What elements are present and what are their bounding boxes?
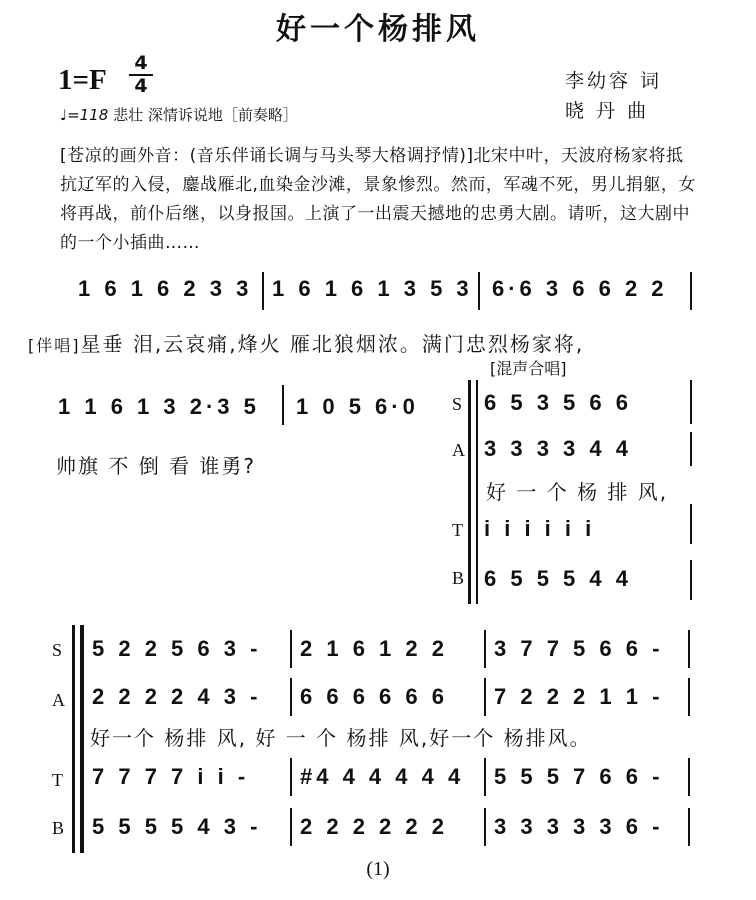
lyricist-credit: 李幼容 词: [565, 70, 663, 92]
part-label-t: T: [452, 520, 463, 540]
barline: [688, 630, 690, 668]
part-label-s: S: [52, 640, 63, 660]
barline: [478, 272, 480, 310]
barline: [290, 808, 292, 846]
time-signature: [126, 53, 156, 97]
key-signature: 1=F: [58, 64, 107, 96]
choir-tenor-notes: i i i i i i: [484, 516, 596, 541]
barline: [262, 272, 264, 310]
b-bar3-notes: 3 3 3 3 3 6 -: [494, 814, 664, 839]
row2-lyrics: 帅旗 不 倒 看 谁勇?: [56, 454, 257, 478]
tempo-line: [60, 104, 298, 125]
part-label-a: A: [52, 690, 65, 710]
choir-soprano-notes: 6 5 3 5 6 6: [484, 390, 632, 415]
choir-bracket: [468, 380, 471, 604]
part-label-s: S: [452, 394, 463, 414]
row1-lyrics: [28, 328, 584, 357]
barline: [290, 678, 292, 716]
row1-bar1-notes: 1 6 1 6 2 3 3: [78, 276, 253, 301]
choir-bass-notes: 6 5 5 5 4 4: [484, 566, 632, 591]
b-bar2-notes: 2 2 2 2 2 2: [300, 814, 448, 839]
t-bar2-notes: #4 4 4 4 4 4: [300, 764, 465, 789]
part-label-b: B: [52, 818, 65, 838]
s-bar2-notes: 2 1 6 1 2 2: [300, 636, 448, 661]
t-bar3-notes: 5 5 5 7 6 6 -: [494, 764, 664, 789]
tempo-mark: ♩=118: [60, 106, 109, 124]
s-bar3-notes: 3 7 7 5 6 6 -: [494, 636, 664, 661]
barline: [690, 272, 692, 310]
a-bar1-notes: 2 2 2 2 4 3 -: [92, 684, 262, 709]
accompany-label: [伴唱]: [28, 336, 81, 355]
barline: [690, 504, 692, 544]
barline: [688, 758, 690, 796]
meter-top: 4: [134, 52, 148, 74]
part-label-b: B: [452, 568, 465, 588]
row2-bar2-notes: 1 0 5 6·0: [296, 394, 419, 419]
b-bar1-notes: 5 5 5 5 4 3 -: [92, 814, 262, 839]
meter-bottom: 4: [134, 75, 148, 97]
part-label-t: T: [52, 770, 63, 790]
system3-lyrics: 好一个 杨排 风, 好 一 个 杨排 风,好一个 杨排风。: [90, 726, 592, 750]
part-label-a: A: [452, 440, 465, 460]
s-bar1-notes: 5 2 2 5 6 3 -: [92, 636, 262, 661]
intro-narration: [苍凉的画外音：(音乐伴诵长调与马头琴大格调抒情)]北宋中叶，天波府杨家将抵抗辽军的入侵，鏖战雁北,血染金沙滩，景象惨烈。然而，军魂不死，男儿捐躯，女将再战，前仆后继，以身报国。上演了一出震天撼地的忠勇大剧。请听，这大剧中的一个小插曲……: [60, 146, 696, 253]
row2-bar1-notes: 1 1 6 1 3 2·3 5: [58, 394, 260, 419]
a-bar2-notes: 6 6 6 6 6 6: [300, 684, 448, 709]
row1-bar2-notes: 1 6 1 6 1 3 5 3: [272, 276, 473, 301]
page-number: (1): [366, 858, 390, 880]
mixed-chorus-label: [混声合唱]: [490, 359, 567, 378]
barline: [290, 758, 292, 796]
barline: [282, 385, 284, 425]
choir-lyrics: 好 一 个 杨 排 风,: [486, 480, 669, 504]
barline: [690, 380, 692, 424]
a-bar3-notes: 7 2 2 2 1 1 -: [494, 684, 664, 709]
barline: [484, 758, 486, 796]
composer-credit: 晓 丹 曲: [565, 100, 650, 122]
system-line: [476, 380, 478, 604]
song-title: 好一个杨排风: [276, 12, 480, 47]
barline: [688, 678, 690, 716]
choir-alto-notes: 3 3 3 3 4 4: [484, 436, 632, 461]
system-line: [80, 625, 84, 853]
tempo-text: 悲壮 深情诉说地［前奏略］: [113, 106, 298, 124]
row1-bar3-notes: 6·6 3 6 6 2 2: [492, 276, 668, 301]
t-bar1-notes: 7 7 7 7 i i -: [92, 764, 250, 789]
barline: [484, 630, 486, 668]
barline: [690, 560, 692, 600]
barline: [690, 432, 692, 466]
barline: [290, 630, 292, 668]
system3-bracket: [72, 625, 75, 853]
barline: [484, 678, 486, 716]
barline: [484, 808, 486, 846]
row1-lyric-text: 星垂 泪,云哀痛,烽火 雁北狼烟浓。满门忠烈杨家将,: [80, 332, 585, 356]
barline: [688, 808, 690, 846]
